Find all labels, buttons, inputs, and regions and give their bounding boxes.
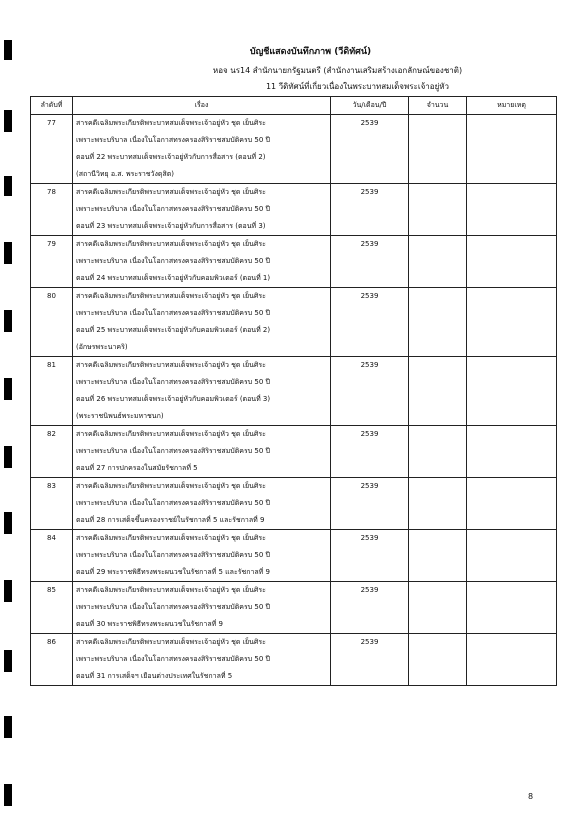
- subject-line: ตอนที่ 28 การเสด็จขึ้นครองราชย์ในรัชกาลที่ 5 และรัชกาลที่ 9: [76, 516, 265, 524]
- binding-mark: [4, 716, 12, 738]
- subject-line: (อักษรพระนาคริ): [76, 343, 128, 351]
- row-quantity-cell: [409, 115, 467, 184]
- subject-line: สารคดีเฉลิมพระเกียรติพระบาทสมเด็จพระเจ้าอยู่หัว ชุด เย็นศิระ: [76, 534, 266, 542]
- document-title: บัญชีแสดงบันทึกภาพ (วีดิทัศน์): [249, 47, 372, 57]
- subject-line: สารคดีเฉลิมพระเกียรติพระบาทสมเด็จพระเจ้าอยู่หัว ชุด เย็นศิระ: [76, 240, 266, 248]
- row-date-cell: 2539: [331, 115, 409, 184]
- binding-mark: [4, 176, 12, 196]
- row-number-cell: 81: [31, 357, 73, 426]
- subject-line: สารคดีเฉลิมพระเกียรติพระบาทสมเด็จพระเจ้าอยู่หัว ชุด เย็นศิระ: [76, 482, 266, 490]
- row-date-cell: 2539: [331, 288, 409, 357]
- row-number-cell: 82: [31, 426, 73, 478]
- row-remarks-cell: [467, 426, 557, 478]
- subject-line: เพราะพระบริบาล เนื่องในโอกาสทรงครองสิริราชสมบัติครบ 50 ปี: [76, 378, 270, 386]
- header-order-no: ลำดับที่: [31, 97, 73, 115]
- binding-mark: [4, 580, 12, 602]
- subject-line: ตอนที่ 26 พระบาทสมเด็จพระเจ้าอยู่หัวกับคอมพิวเตอร์ (ตอนที่ 3): [76, 395, 271, 403]
- subject-line: ตอนที่ 29 พระราชพิธีทรงพระผนวชในรัชกาลที่ 5 และรัชกาลที่ 9: [76, 568, 270, 576]
- row-subject-cell: [73, 184, 331, 236]
- table-row: [31, 530, 557, 582]
- table-row: [31, 478, 557, 530]
- subject-line: (พระราชนิพนธ์พระมหาชนก): [76, 412, 164, 420]
- subject-line: สารคดีเฉลิมพระเกียรติพระบาทสมเด็จพระเจ้าอยู่หัว ชุด เย็นศิระ: [76, 119, 266, 127]
- row-remarks-cell: [467, 357, 557, 426]
- table-row: [31, 236, 557, 288]
- subject-line: เพราะพระบริบาล เนื่องในโอกาสทรงครองสิริราชสมบัติครบ 50 ปี: [76, 205, 270, 213]
- row-subject-cell: [73, 634, 331, 686]
- row-remarks-cell: [467, 582, 557, 634]
- record-table: [30, 96, 557, 686]
- row-date-cell: 2539: [331, 478, 409, 530]
- row-quantity-cell: [409, 288, 467, 357]
- header-quantity: จำนวน: [409, 97, 467, 115]
- row-subject-cell: [73, 115, 331, 184]
- table-row: [31, 184, 557, 236]
- row-quantity-cell: [409, 478, 467, 530]
- row-number-cell: 85: [31, 582, 73, 634]
- subject-line: เพราะพระบริบาล เนื่องในโอกาสทรงครองสิริราชสมบัติครบ 50 ปี: [76, 551, 270, 559]
- row-subject-cell: [73, 530, 331, 582]
- subject-line: ตอนที่ 27 การปกครองในสมัยรัชกาลที่ 5: [76, 464, 198, 472]
- row-number-cell: 78: [31, 184, 73, 236]
- subject-line: ตอนที่ 25 พระบาทสมเด็จพระเจ้าอยู่หัวกับคอมพิวเตอร์ (ตอนที่ 2): [76, 326, 271, 334]
- row-subject-cell: [73, 426, 331, 478]
- row-quantity-cell: [409, 184, 467, 236]
- row-subject-cell: [73, 236, 331, 288]
- row-quantity-cell: [409, 357, 467, 426]
- row-date-cell: 2539: [331, 236, 409, 288]
- row-quantity-cell: [409, 236, 467, 288]
- binding-mark: [4, 242, 12, 264]
- row-date-cell: 2539: [331, 582, 409, 634]
- table-row: [31, 582, 557, 634]
- subject-line: เพราะพระบริบาล เนื่องในโอกาสทรงครองสิริราชสมบัติครบ 50 ปี: [76, 499, 270, 507]
- binding-mark: [4, 446, 12, 468]
- row-remarks-cell: [467, 115, 557, 184]
- row-remarks-cell: [467, 478, 557, 530]
- header-remarks: หมายเหตุ: [467, 97, 557, 115]
- subject-line: เพราะพระบริบาล เนื่องในโอกาสทรงครองสิริราชสมบัติครบ 50 ปี: [76, 309, 270, 317]
- row-date-cell: 2539: [331, 530, 409, 582]
- subject-line: เพราะพระบริบาล เนื่องในโอกาสทรงครองสิริราชสมบัติครบ 50 ปี: [76, 655, 270, 663]
- table-row: [31, 357, 557, 426]
- subject-line: ตอนที่ 22 พระบาทสมเด็จพระเจ้าอยู่หัวกับการสื่อสาร (ตอนที่ 2): [76, 153, 266, 161]
- row-number-cell: 84: [31, 530, 73, 582]
- binding-mark: [4, 650, 12, 672]
- row-date-cell: 2539: [331, 426, 409, 478]
- subject-line: สารคดีเฉลิมพระเกียรติพระบาทสมเด็จพระเจ้าอยู่หัว ชุด เย็นศิระ: [76, 188, 266, 196]
- subject-line: เพราะพระบริบาล เนื่องในโอกาสทรงครองสิริราชสมบัติครบ 50 ปี: [76, 257, 270, 265]
- row-quantity-cell: [409, 634, 467, 686]
- row-remarks-cell: [467, 288, 557, 357]
- row-subject-cell: [73, 478, 331, 530]
- row-subject-cell: [73, 288, 331, 357]
- subject-line: เพราะพระบริบาล เนื่องในโอกาสทรงครองสิริราชสมบัติครบ 50 ปี: [76, 603, 270, 611]
- row-quantity-cell: [409, 530, 467, 582]
- table-row: [31, 426, 557, 478]
- document-subtitle-collection: หอจ นร14 สำนักนายกรัฐมนตรี (สำนักงานเสริมสร้างเอกลักษณ์ของชาติ): [212, 66, 463, 75]
- header-date: วัน/เดือน/ปี: [331, 97, 409, 115]
- row-quantity-cell: [409, 582, 467, 634]
- subject-line: สารคดีเฉลิมพระเกียรติพระบาทสมเด็จพระเจ้าอยู่หัว ชุด เย็นศิระ: [76, 292, 266, 300]
- binding-mark: [4, 512, 12, 534]
- binding-mark: [4, 310, 12, 332]
- row-number-cell: 79: [31, 236, 73, 288]
- binding-mark: [4, 110, 12, 132]
- document-subtitle-category: 11 วีดิทัศน์ที่เกี่ยวเนื่องในพระบาทสมเด็จพระเจ้าอยู่หัว: [265, 82, 450, 91]
- row-number-cell: 83: [31, 478, 73, 530]
- subject-line: สารคดีเฉลิมพระเกียรติพระบาทสมเด็จพระเจ้าอยู่หัว ชุด เย็นศิระ: [76, 638, 266, 646]
- row-remarks-cell: [467, 184, 557, 236]
- row-quantity-cell: [409, 426, 467, 478]
- row-date-cell: 2539: [331, 184, 409, 236]
- subject-line: ตอนที่ 24 พระบาทสมเด็จพระเจ้าอยู่หัวกับคอมพิวเตอร์ (ตอนที่ 1): [76, 274, 271, 282]
- subject-line: ตอนที่ 30 พระราชพิธีทรงพระผนวชในรัชกาลที่ 9: [76, 620, 223, 628]
- header-subject: เรื่อง: [73, 97, 331, 115]
- subject-line: ตอนที่ 31 การเสด็จฯ เยือนต่างประเทศในรัชกาลที่ 5: [76, 672, 233, 680]
- subject-line: สารคดีเฉลิมพระเกียรติพระบาทสมเด็จพระเจ้าอยู่หัว ชุด เย็นศิระ: [76, 430, 266, 438]
- table-row: [31, 115, 557, 184]
- subject-line: สารคดีเฉลิมพระเกียรติพระบาทสมเด็จพระเจ้าอยู่หัว ชุด เย็นศิระ: [76, 361, 266, 369]
- subject-line: เพราะพระบริบาล เนื่องในโอกาสทรงครองสิริราชสมบัติครบ 50 ปี: [76, 447, 270, 455]
- row-subject-cell: [73, 357, 331, 426]
- page-number: 8: [528, 792, 534, 801]
- table-row: [31, 288, 557, 357]
- row-number-cell: 86: [31, 634, 73, 686]
- subject-line: ตอนที่ 23 พระบาทสมเด็จพระเจ้าอยู่หัวกับการสื่อสาร (ตอนที่ 3): [76, 222, 266, 230]
- row-remarks-cell: [467, 634, 557, 686]
- table-header-row: [31, 97, 557, 115]
- row-subject-cell: [73, 582, 331, 634]
- binding-mark: [4, 40, 12, 60]
- row-date-cell: 2539: [331, 634, 409, 686]
- binding-mark: [4, 784, 12, 806]
- binding-mark: [4, 378, 12, 400]
- row-remarks-cell: [467, 236, 557, 288]
- subject-line: เพราะพระบริบาล เนื่องในโอกาสทรงครองสิริราชสมบัติครบ 50 ปี: [76, 136, 270, 144]
- row-date-cell: 2539: [331, 357, 409, 426]
- table-row: [31, 634, 557, 686]
- row-number-cell: 80: [31, 288, 73, 357]
- subject-line: (สถานีวิทยุ อ.ส. พระราชวังดุสิต): [76, 170, 174, 178]
- subject-line: สารคดีเฉลิมพระเกียรติพระบาทสมเด็จพระเจ้าอยู่หัว ชุด เย็นศิระ: [76, 586, 266, 594]
- row-remarks-cell: [467, 530, 557, 582]
- row-number-cell: 77: [31, 115, 73, 184]
